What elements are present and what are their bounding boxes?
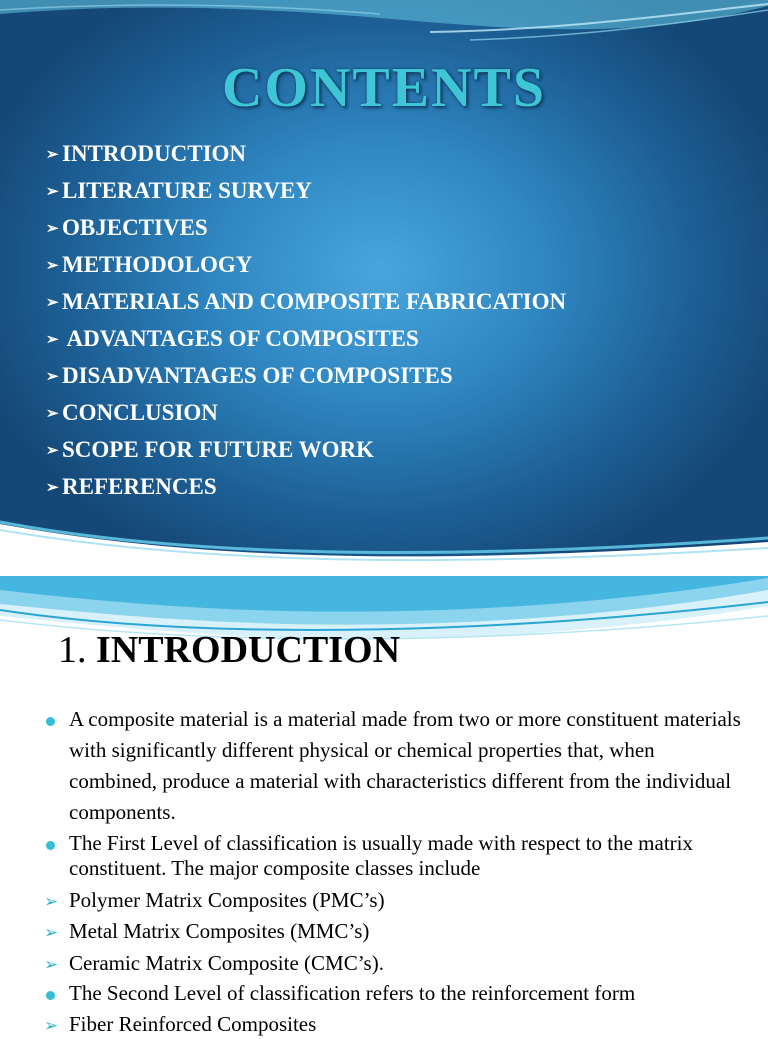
contents-item-conclusion: ➢ CONCLUSION bbox=[46, 397, 566, 434]
arrow-bullet-icon: ➢ bbox=[44, 892, 59, 911]
arrow-bullet-icon: ➢ bbox=[46, 221, 59, 237]
contents-list bbox=[46, 138, 566, 508]
sub-item-cmc: ➢ Ceramic Matrix Composite (CMC’s). bbox=[44, 950, 744, 976]
section-number: 1. bbox=[58, 629, 87, 671]
contents-item-materials: ➢ MATERIALS AND COMPOSITE FABRICATION bbox=[46, 286, 566, 323]
sub-item-fiber: ➢ Fiber Reinforced Composites bbox=[44, 1011, 744, 1037]
arrow-bullet-icon: ➢ bbox=[44, 1016, 59, 1035]
arrow-bullet-icon: ➢ bbox=[46, 147, 59, 163]
arrow-bullet-icon: ➢ bbox=[46, 443, 59, 459]
arrow-bullet-icon: ➢ bbox=[46, 332, 59, 348]
introduction-slide bbox=[0, 576, 768, 1036]
bullet-paragraph-second-level: The Second Level of classification refers to the reinforcement form bbox=[44, 980, 744, 1006]
contents-item-advantages: ➢ ADVANTAGES OF COMPOSITES bbox=[46, 323, 566, 360]
contents-item-objectives: ➢ OBJECTIVES bbox=[46, 212, 566, 249]
arrow-bullet-icon: ➢ bbox=[46, 406, 59, 422]
sub-item-mmc: ➢ Metal Matrix Composites (MMC’s) bbox=[44, 918, 744, 944]
round-bullet-icon bbox=[44, 980, 64, 1006]
round-bullet-icon bbox=[44, 704, 64, 735]
round-bullet-icon bbox=[44, 831, 64, 856]
arrow-bullet-icon: ➢ bbox=[46, 295, 59, 311]
arrow-bullet-icon: ➢ bbox=[46, 369, 59, 385]
arrow-bullet-icon: ➢ bbox=[46, 480, 59, 496]
bullet-paragraph-first-level: The First Level of classification is usually made with respect to the matrix constituent. The major composite classes include bbox=[44, 831, 744, 881]
contents-item-disadvantages: ➢ DISADVANTAGES OF COMPOSITES bbox=[46, 360, 566, 397]
contents-item-methodology: ➢ METHODOLOGY bbox=[46, 249, 566, 286]
arrow-bullet-icon: ➢ bbox=[44, 923, 59, 942]
contents-item-future-work: ➢ SCOPE FOR FUTURE WORK bbox=[46, 434, 566, 471]
contents-item-literature-survey: ➢ LITERATURE SURVEY bbox=[46, 175, 566, 212]
contents-item-introduction: ➢ INTRODUCTION bbox=[46, 138, 566, 175]
arrow-bullet-icon: ➢ bbox=[46, 184, 59, 200]
arrow-bullet-icon: ➢ bbox=[44, 955, 59, 974]
section-heading bbox=[58, 628, 400, 672]
slide-title: CONTENTS bbox=[221, 57, 547, 119]
bullet-paragraph-definition: A composite material is a material made from two or more constituent materials with significantly different physical or chemical properties that, when combined, produce a material with characteristics different from the individual components. bbox=[44, 704, 744, 828]
contents-item-references: ➢ REFERENCES bbox=[46, 471, 566, 508]
arrow-bullet-icon: ➢ bbox=[46, 258, 59, 274]
section-title: INTRODUCTION bbox=[96, 629, 401, 671]
decorative-wave-bottom bbox=[0, 520, 768, 576]
sub-item-pmc: ➢ Polymer Matrix Composites (PMC’s) bbox=[44, 887, 744, 913]
